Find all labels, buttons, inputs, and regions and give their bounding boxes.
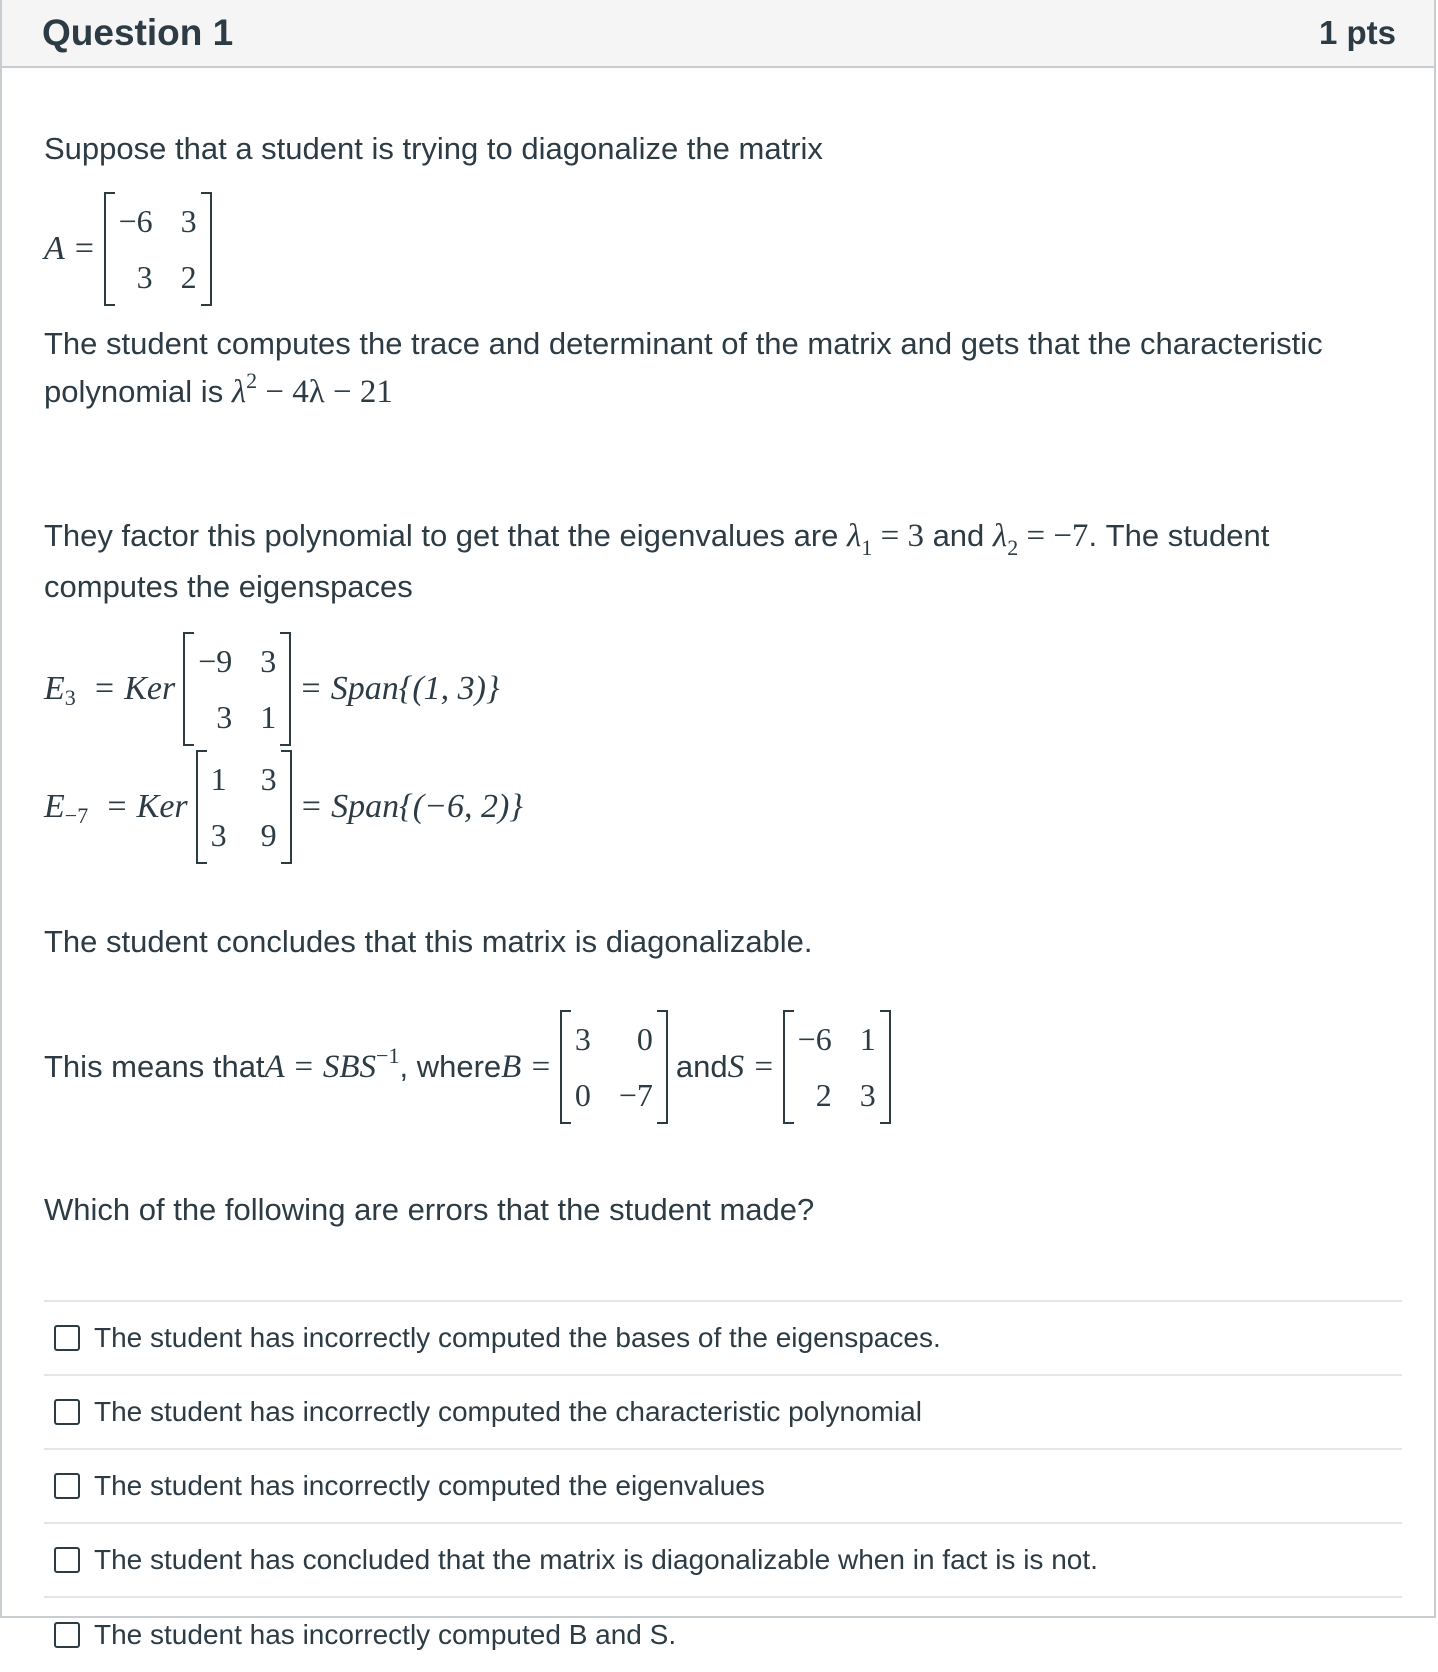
char-poly-text: The student computes the trace and determinant of the matrix and gets that the characteristic polynomial is $\lambda^2 - 4\lambda - 21$ (44, 326, 1323, 410)
eigenspace-e-7: E −7 = Ker 1 3 3 9 = Span{(−6, 2)} (44, 750, 523, 864)
answer-option[interactable] (44, 1302, 1402, 1376)
means-line: This means that $A = SBS^{-1}$ , where B = 3 0 0 −7 and S = −6 1 2 3 (44, 1010, 899, 1124)
matrix-cell: 1 (210, 761, 227, 797)
answer-option-label: The student has incorrectly computed the eigenvalues (94, 1470, 765, 1501)
matrix-a-line (44, 192, 220, 306)
matrix-cell: 3 (136, 259, 153, 295)
matrix-cell: 3 (260, 643, 277, 679)
matrix-cell: −9 (198, 643, 233, 679)
prompt-text: Which of the following are errors that the student made? (44, 1192, 815, 1227)
checkbox[interactable] (54, 1473, 80, 1499)
question-title: Question 1 (42, 12, 234, 53)
matrix-a (104, 192, 212, 306)
matrix-cell: 0 (636, 1021, 653, 1057)
matrix-cell: 3 (210, 817, 227, 853)
matrix-cell: 1 (859, 1021, 876, 1057)
matrix-b (560, 1010, 668, 1124)
matrix-cell: 0 (574, 1077, 591, 1113)
matrix-a-lhs: A = (44, 230, 96, 267)
e-7-span: = Span{(−6, 2)} (299, 788, 523, 825)
matrix-cell: −7 (618, 1077, 653, 1113)
question-header (2, 0, 1434, 68)
matrix-cell: 1 (260, 699, 277, 735)
intro-text: Suppose that a student is trying to diagonalize the matrix (44, 131, 823, 166)
answer-option-label: The student has incorrectly computed B and S. (94, 1619, 677, 1650)
matrix-cell: 3 (574, 1021, 591, 1057)
answer-option[interactable] (44, 1450, 1402, 1524)
matrix-cell: 3 (216, 699, 233, 735)
matrix-e-7 (196, 750, 292, 864)
matrix-cell: 9 (260, 817, 277, 853)
matrix-cell: 2 (180, 259, 197, 295)
matrix-cell: 3 (260, 761, 277, 797)
checkbox[interactable] (54, 1547, 80, 1573)
question-points: 1 pts (1318, 14, 1396, 51)
eigenspace-e3: E 3 = Ker −9 3 3 1 = Span{(1, 3)} (44, 632, 500, 746)
answer-option[interactable] (44, 1598, 1402, 1672)
answer-option[interactable] (44, 1376, 1402, 1450)
checkbox[interactable] (54, 1622, 80, 1648)
answer-option-label: The student has incorrectly computed the characteristic polynomial (94, 1396, 922, 1427)
conclusion-text: The student concludes that this matrix is diagonalizable. (44, 924, 813, 959)
eigenvalues-text: They factor this polynomial to get that the eigenvalues are $\lambda_1 = 3$ and $\lambda_2 = -7$. The student computes the eigenspaces (44, 518, 1270, 604)
matrix-cell: 3 (859, 1077, 876, 1113)
checkbox[interactable] (54, 1399, 80, 1425)
matrix-cell: −6 (797, 1021, 832, 1057)
matrix-cell: 2 (815, 1077, 832, 1113)
matrix-e3 (183, 632, 291, 746)
checkbox[interactable] (54, 1325, 80, 1351)
e3-span: = Span{(1, 3)} (299, 670, 500, 707)
answer-options (44, 1300, 1402, 1672)
answer-option-label: The student has incorrectly computed the bases of the eigenspaces. (94, 1322, 941, 1353)
matrix-cell: −6 (118, 203, 153, 239)
matrix-cell: 3 (180, 203, 197, 239)
answer-option-label: The student has concluded that the matrix is diagonalizable when in fact is is not. (94, 1544, 1098, 1575)
answer-option[interactable] (44, 1524, 1402, 1598)
matrix-s (783, 1010, 891, 1124)
